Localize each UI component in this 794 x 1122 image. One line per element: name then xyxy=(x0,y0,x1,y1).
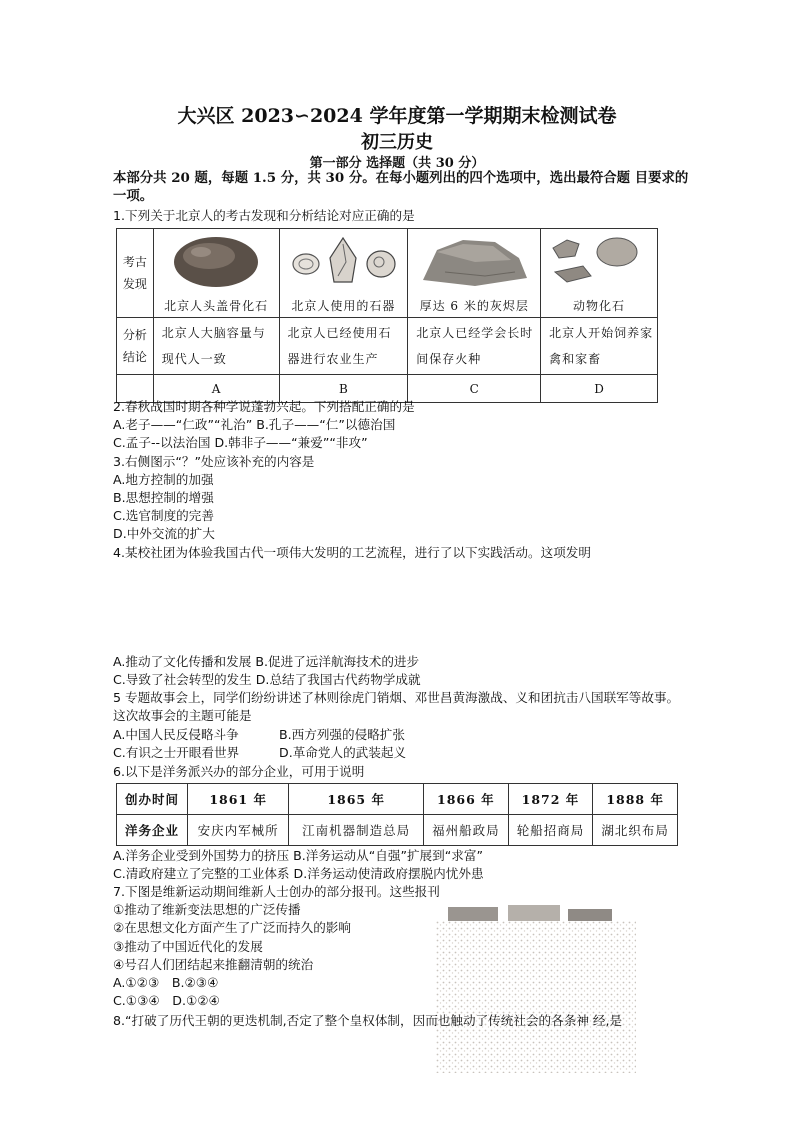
q1-conclusion-b: 北京人已经使用石器进行农业生产 xyxy=(279,318,408,375)
skull-fossil-image xyxy=(161,232,271,290)
exam-title: 大兴区 2023∽2024 学年度第一学期期末检测试卷 xyxy=(177,105,617,127)
newspapers-image xyxy=(436,903,636,1073)
q7-stem: 7.下图是维新运动期间维新人士创办的部分报刊。这些报刊 xyxy=(113,884,440,899)
q1-animal-fossil-cell xyxy=(541,229,658,318)
q6-row-label-enterprise: 洋务企业 xyxy=(117,815,188,846)
q2-stem: 2.春秋战国时期各种学说蓬勃兴起。下列搭配正确的是 xyxy=(113,399,415,414)
q1-table xyxy=(116,228,658,403)
animal-fossil-image xyxy=(547,232,651,290)
q7-statement-2: ②在思想文化方面产生了广泛而持久的影响 xyxy=(113,920,351,935)
q7-statement-3: ③推动了中国近代化的发展 xyxy=(113,939,263,954)
q4-options-ab: A.推动了文化传播和发展 B.促进了远洋航海技术的进步 xyxy=(113,654,420,669)
q7-options-ab: A.①②③ B.②③④ xyxy=(113,975,219,990)
q6-enterprise-2: 江南机器制造总局 xyxy=(289,815,424,846)
instructions: 本部分共 20 题，每题 1.5 分，共 30 分。在每小题列出的四个选项中，选出最符合题 目要求的一项。 xyxy=(113,170,689,204)
q1-option-c: C xyxy=(408,375,541,403)
q1-option-a: A xyxy=(153,375,279,403)
q1-option-b: B xyxy=(279,375,408,403)
q5-option-b: B.西方列强的侵略扩张 xyxy=(279,727,405,742)
q1-row-label-discovery: 考古发现 xyxy=(117,229,154,318)
q2-options-ab: A.老子——“仁政”“礼治” B.孔子——“仁”以德治国 xyxy=(113,417,396,432)
q5-option-c: C.有识之士开眼看世界 xyxy=(113,745,240,760)
q1-stem: 1.下列关于北京人的考古发现和分析结论对应正确的是 xyxy=(113,208,415,223)
q1-caption-b: 北京人使用的石器 xyxy=(291,299,396,313)
q3-option-c: C.选官制度的完善 xyxy=(113,508,214,523)
part-heading: 第一部分 选择题（共 30 分） xyxy=(309,156,485,171)
q1-tools-cell xyxy=(279,229,408,318)
q1-conclusion-c: 北京人已经学会长时间保存火种 xyxy=(408,318,541,375)
q6-table xyxy=(116,783,678,846)
q3-stem: 3.右侧图示“？”处应该补充的内容是 xyxy=(113,454,315,469)
q5-option-d: D.革命党人的武装起义 xyxy=(279,745,407,760)
q6-row-label-time: 创办时间 xyxy=(117,784,188,815)
q3-option-d: D.中外交流的扩大 xyxy=(113,526,215,541)
q1-option-d: D xyxy=(541,375,658,403)
q6-stem: 6.以下是洋务派兴办的部分企业，可用于说明 xyxy=(113,764,365,779)
q7-statement-4: ④号召人们团结起来推翻清朝的统治 xyxy=(113,957,314,972)
q2-options-cd: C.孟子--以法治国 D.韩非子——“兼爱”“非攻” xyxy=(113,435,368,450)
exam-subtitle: 初三历史 xyxy=(361,132,433,153)
q6-year-2: 1865 年 xyxy=(289,784,424,815)
q6-enterprise-1: 安庆内军械所 xyxy=(188,815,289,846)
q3-option-a: A.地方控制的加强 xyxy=(113,472,214,487)
q4-stem: 4.某校社团为体验我国古代一项伟大发明的工艺流程，进行了以下实践活动。这项发明 xyxy=(113,545,591,560)
q6-enterprise-4: 轮船招商局 xyxy=(508,815,593,846)
q6-year-3: 1866 年 xyxy=(424,784,509,815)
q1-caption-c: 厚达 6 米的灰烬层 xyxy=(419,299,529,313)
q1-caption-d: 动物化石 xyxy=(573,299,626,313)
ash-layer-image xyxy=(415,232,533,290)
q7-options-cd: C.①③④ D.①②④ xyxy=(113,993,220,1008)
q6-year-1: 1861 年 xyxy=(188,784,289,815)
q4-options-cd: C.导致了社会转型的发生 D.总结了我国古代药物学成就 xyxy=(113,672,421,687)
q1-skull-cell xyxy=(153,229,279,318)
q1-conclusion-d: 北京人开始饲养家禽和家畜 xyxy=(541,318,658,375)
q1-row-label-conclusion: 分析结论 xyxy=(117,318,154,375)
q3-option-b: B.思想控制的增强 xyxy=(113,490,214,505)
stone-tools-image xyxy=(286,232,401,290)
q7-statement-1: ①推动了维新变法思想的广泛传播 xyxy=(113,902,301,917)
q5-option-a: A.中国人民反侵略斗争 xyxy=(113,727,239,742)
q6-enterprise-5: 湖北织布局 xyxy=(593,815,678,846)
q1-ash-cell xyxy=(408,229,541,318)
q5-stem: 5 专题故事会上，同学们纷纷讲述了林则徐虎门销烟、邓世昌黄海激战、义和团抗击八国联军等故事。这次故事会的主题可能是 xyxy=(113,690,680,723)
q8-stem: 8.“打破了历代王朝的更迭机制,否定了整个皇权体制，因而也触动了传统社会的各条神 经,是 xyxy=(113,1013,623,1028)
q6-year-5: 1888 年 xyxy=(593,784,678,815)
q1-caption-a: 北京人头盖骨化石 xyxy=(164,299,269,313)
q6-enterprise-3: 福州船政局 xyxy=(424,815,509,846)
q1-conclusion-a: 北京人大脑容量与现代人一致 xyxy=(153,318,279,375)
q6-options-ab: A.洋务企业受到外国势力的挤压 B.洋务运动从“自强”扩展到“求富” xyxy=(113,848,483,863)
q6-year-4: 1872 年 xyxy=(508,784,593,815)
q6-options-cd: C.清政府建立了完整的工业体系 D.洋务运动使清政府摆脱内忧外患 xyxy=(113,866,484,881)
